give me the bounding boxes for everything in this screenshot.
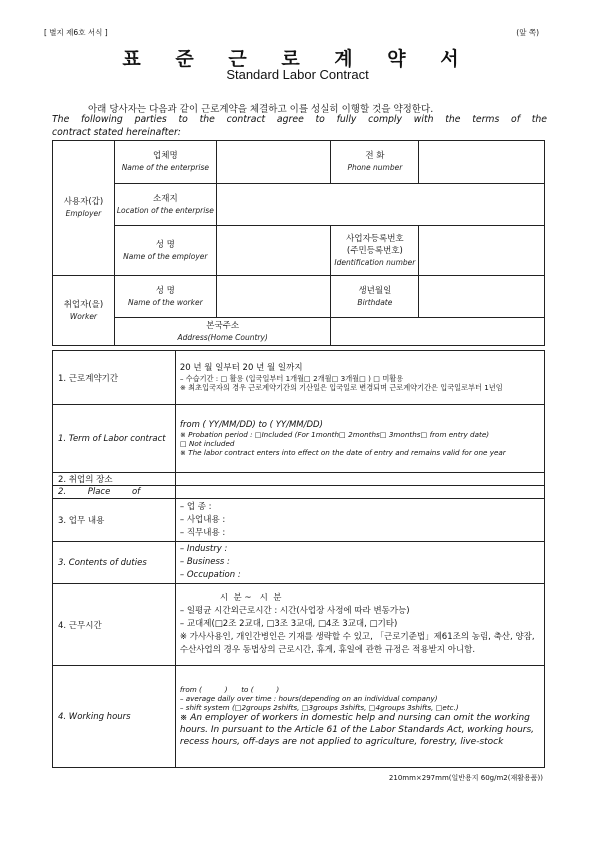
home-address-label: 본국주소 Address(Home Country) [114,318,331,346]
title-english: Standard Labor Contract [226,67,369,82]
enterprise-name-label: 업체명 Name of the enterprise [114,141,216,184]
parties-table [52,140,545,346]
intro-korean: 아래 당사자는 다음과 같이 근로계약을 체결하고 이를 성실히 이행할 것을 약정한다. [88,104,434,115]
phone-label: 전 화 Phone number [331,141,419,184]
location-field[interactable] [216,184,544,226]
form-tag: [ 별지 제6호 서식 ] [44,28,108,37]
terms-table [52,350,545,768]
workplace-field-en[interactable] [175,486,544,499]
employer-name-field[interactable] [216,226,331,276]
duties-field-en[interactable]: – Industry : – Business : – Occupation : [175,542,544,584]
worker-name-field[interactable] [216,276,331,318]
phone-field[interactable] [419,141,545,184]
birthdate-label: 생년월일 Birthdate [331,276,419,318]
duties-label-en: 3. Contents of duties [53,542,176,584]
duties-label: 3. 업무 내용 [53,499,176,542]
contract-period-field[interactable]: 20 년 월 일부터 20 년 월 일까지 – 수습기간 : □ 활용 (입국일부터 1개월□ 2개월□ 3개월□ ) □ 미활용 ※ 최초입국자의 경우 근로계약기간의 기산일은 입국일로 변경되며 근로계약기간은 입국일로부터 1년임 [175,351,544,405]
workplace-label-en: 2. Place of [53,486,176,499]
location-label: 소재지 Location of the enterprise [114,184,216,226]
enterprise-name-field[interactable] [216,141,331,184]
working-hours-label: 4. 근무시간 [53,584,176,666]
worker-party-cell: 취업자(을) Worker [53,276,115,346]
contract-period-label-en: 1. Term of Labor contract [53,405,176,473]
workplace-field[interactable] [175,473,544,486]
intro-english-line2: contract stated hereinafter: [52,127,181,138]
contract-period-field-en[interactable]: from ( YY/MM/DD) to ( YY/MM/DD) ※ Probation period : □Included (For 1month□ 2months□ 3months□ from entry date) □ Not included ※ The labor contract enters into effect on the date of entry and remains valid for one year [175,405,544,473]
page-side-label: (앞 쪽) [516,28,539,37]
working-hours-field-en[interactable]: from ( ) to ( ) – average daily over time : hours(depending on an individual company) – shift system (□2groups 2shifts, □3groups 3shifts, □4groups 3shifts, □etc.) ※ An employer of workers in domestic help and nursing can omit the working hours. In pursuant to the Article 61 of the Labor Standards Act, working hours, recess hours, off-days are not applied to agriculture, forestry, live-stock [175,666,544,768]
birthdate-field[interactable] [419,276,545,318]
intro-english-line1: The following parties to the contract agree to fully comply with the terms of the [52,114,547,125]
paper-size-footer: 210mm×297mm(일반용지 60g/m2(재활용품)) [388,774,543,782]
registration-number-label: 사업자등록번호 (주민등록번호) Identification number [331,226,419,276]
registration-number-field[interactable] [419,226,545,276]
working-hours-field[interactable]: 시 분 ~ 시 분 – 일평균 시간외근로시간 : 시간(사업장 사정에 따라 변동가능) – 교대제(□2조 2교대, □3조 3교대, □4조 3교대, □기타) ※ 가사사용인, 개인간병인은 기재를 생략할 수 있고, 「근로기준법」제61조의 농림, 축산, 양잠, 수산사업의 경우 동법상의 근로시간, 휴게, 휴일에 관한 규정은 적용받지 아니함. [175,584,544,666]
employer-party-cell: 사용자(갑) Employer [53,141,115,276]
title-korean: 표 준 근 로 계 약 서 [122,48,473,70]
workplace-label: 2. 취업의 장소 [53,473,176,486]
contract-period-label: 1. 근로계약기간 [53,351,176,405]
employer-name-label: 성 명 Name of the employer [114,226,216,276]
duties-field[interactable]: – 업 종 : – 사업내용 : – 직무내용 : [175,499,544,542]
working-hours-label-en: 4. Working hours [53,666,176,768]
home-address-field[interactable] [331,318,545,346]
worker-name-label: 성 명 Name of the worker [114,276,216,318]
